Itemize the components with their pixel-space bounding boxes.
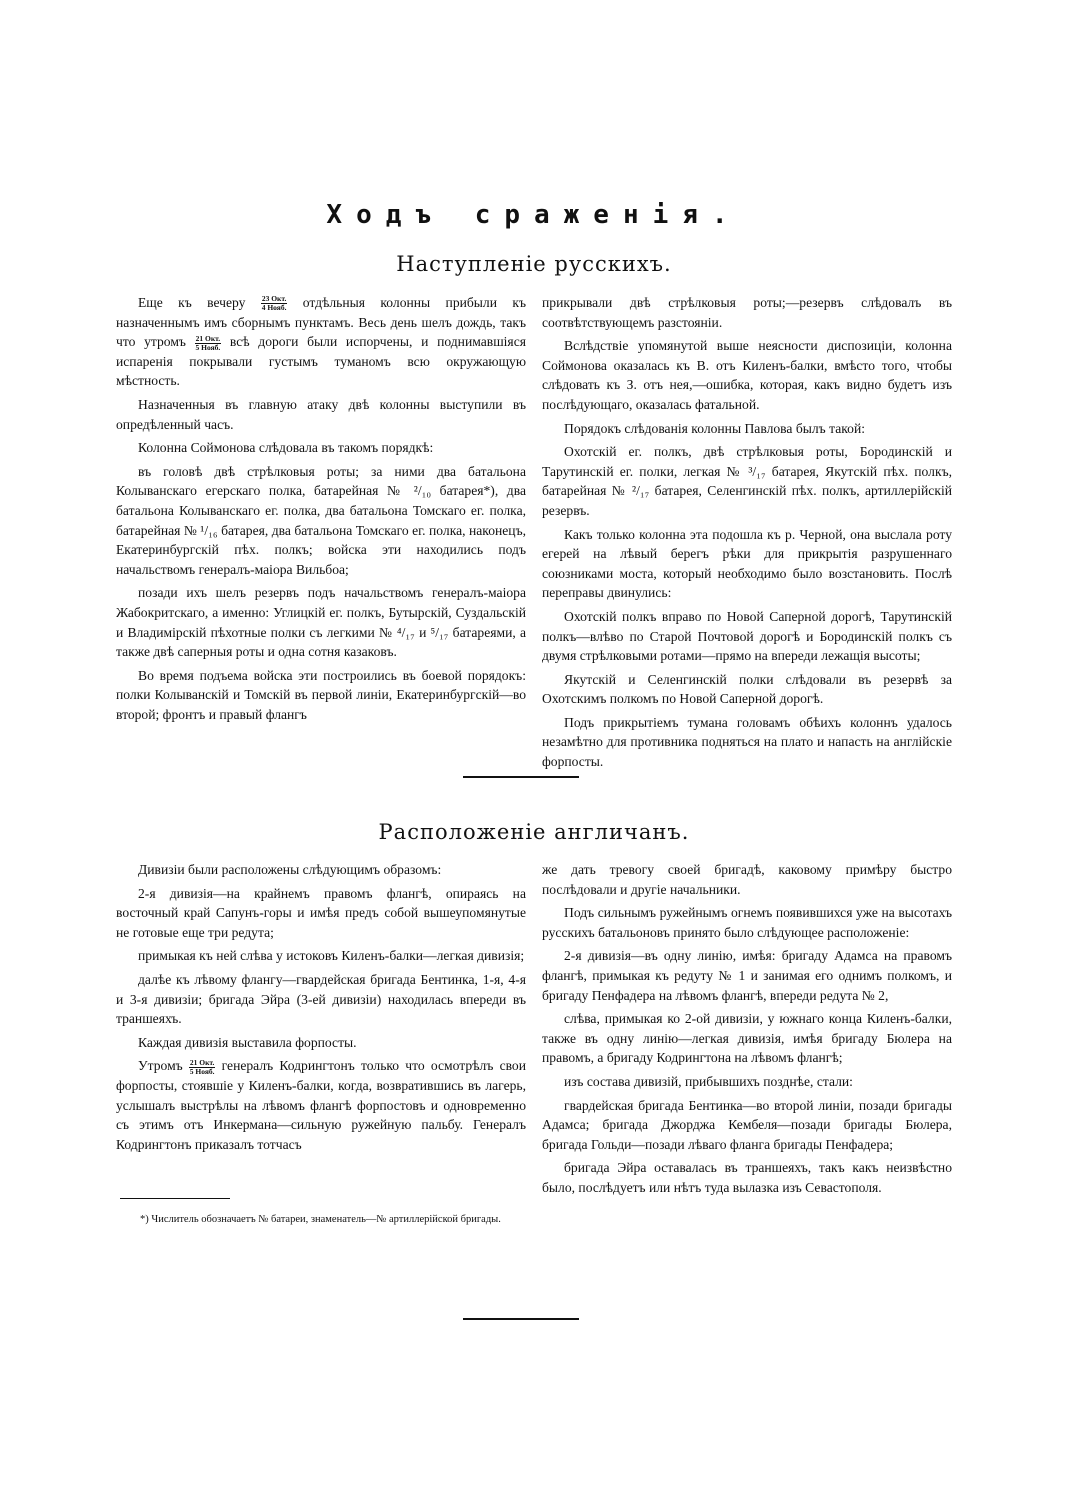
paragraph: Во время подъема войска эти построились въ боевой порядокъ: полки Колыванскій и Томскій въ первой линіи, Екатеринбургскій—во второй; фронтъ и правый флангъ: [116, 667, 526, 722]
page-title: Ходъ сраженія.: [326, 200, 742, 230]
fraction-numerator: 23 Окт.: [261, 294, 287, 304]
text: отдѣльныя колонны прибыли къ назначеннымъ имъ сборнымъ пунктамъ. Весь день шелъ дождь, такъ что утромъ: [116, 295, 526, 350]
footnote-rule: [120, 1198, 230, 1199]
fraction-numerator: 21 Окт.: [195, 333, 221, 343]
paragraph: Порядокъ слѣдованія колонны Павлова былъ такой:: [564, 420, 865, 436]
paragraph: изъ состава дивизій, прибывшихъ позднѣе, стали:: [564, 1073, 853, 1089]
section2-right-column: [542, 860, 952, 1202]
paragraph: Якутскій и Селенгинскій полки слѣдовали въ резервѣ за Охотскимъ полкомъ по Новой Саперной дорогѣ.: [542, 671, 952, 707]
paragraph: Подъ сильнымъ ружейнымъ огнемъ появившихся уже на высотахъ русскихъ батальоновъ принято было слѣдующее расположеніе:: [542, 905, 952, 940]
text: Еще къ вечеру: [138, 295, 246, 310]
paragraph: Вслѣдствіе упомянутой выше неясности диспозиціи, колонна Соймонова оказалась къ В. отъ Киленъ-балки, вмѣсто того, чтобы слѣдовать къ З. отъ нея,—ошибка, которая, какъ видно будетъ изъ послѣдующаго, оказалась фатальной.: [542, 338, 952, 412]
footnote: [118, 1212, 528, 1227]
date-fraction: [189, 1059, 216, 1076]
section-divider: [463, 776, 579, 778]
section1-left-column: [116, 293, 526, 728]
paragraph: бригада Эйра оставалась въ траншеяхъ, такъ какъ неизвѣстно было, послѣдуетъ или нѣтъ туда вылазка изъ Севастополя.: [542, 1160, 952, 1195]
footnote-text: *) Числитель обозначаетъ № батареи, знаменатель—№ артиллерійской бригады.: [140, 1214, 501, 1225]
paragraph: гвардейская бригада Бентинка—во второй линіи, позади бригады Адамса; бригада Джорджа Кембеля—позади бригады Бюлера, бригада Гольди—позади лѣваго фланга бригады Пенфадера;: [542, 1097, 952, 1152]
paragraph: Охотскій ег. полкъ, двѣ стрѣлковыя роты, Бородинскій и Тарутинскій ег. полки, легкая № ³/₁₇ батарея, Якутскій пѣх. полкъ, батарейная № ²/₁₇ батарея, Селенгинскій пѣх. полкъ, артиллерійскій резервъ.: [542, 444, 952, 518]
section-heading-english-positions: Расположеніе англичанъ.: [378, 820, 690, 844]
paragraph: Охотскій полкъ вправо по Новой Саперной дорогѣ, Тарутинскій полкъ—влѣво по Старой Почтовой дорогѣ и Бородинскій полкъ съ двумя стрѣлковыми ротами—прямо на впереди лежащія высоты;: [542, 608, 952, 664]
text: генералъ Кодрингтонъ только что осмотрѣлъ свои форпосты, стоявшіе у Киленъ-балки, когда, возвратившись въ лагерь, услышалъ выстрѣлы на лѣвомъ флангѣ форпостовъ и одновременно съ этимъ отъ Инкермана—сильную ружейную пальбу. Генералъ Кодрингтонъ приказалъ тотчасъ: [116, 1058, 526, 1152]
fraction-denominator: 5 Нояб.: [189, 1066, 215, 1076]
paragraph: прикрывали двѣ стрѣлковыя роты;—резервъ слѣдовалъ въ соотвѣтствующемъ разстояніи.: [542, 295, 952, 330]
paragraph: Каждая дивизія выставила форпосты.: [138, 1034, 357, 1050]
paragraph: слѣва, примыкая ко 2-ой дивизіи, у южнаго конца Киленъ-балки, также въ одну линію—легкая дивизія, имѣя бригаду Бюлера на правомъ, а бригаду Кодрингтона на лѣвомъ флангѣ;: [542, 1011, 952, 1066]
text: всѣ дороги были испорчены, и поднимавшіяся испаренія покрывали густымъ туманомъ всю окружающую мѣстность.: [116, 334, 526, 389]
paragraph: Какъ только колонна эта подошла къ р. Черной, она выслала роту егерей на лѣвый берегъ рѣки для прикрытія разрушеннаго союзниками моста, который необходимо было возстановить. Послѣ переправы двинулись:: [542, 526, 952, 601]
date-fraction: [261, 295, 288, 312]
fraction-denominator: 4 Нояб.: [261, 303, 287, 313]
paragraph: Дивизіи были расположены слѣдующимъ образомъ:: [138, 862, 442, 877]
section2-left-column: [116, 860, 526, 1158]
fraction-denominator: 5 Нояб.: [195, 342, 221, 352]
section-heading-advance: Наступленіе русскихъ.: [396, 252, 672, 276]
paragraph: [116, 1056, 526, 1154]
fraction-numerator: 21 Окт.: [189, 1057, 215, 1067]
paragraph: въ головѣ двѣ стрѣлковыя роты; за ними два батальона Колыванскаго егерскаго полка, батарейная № ²/₁₀ батарея*), два батальона Колыванскаго ег. полка, два батальона Томскаго ег. полка, батарейная № ¹/₁₆ батарея, два батальона Томскаго ег. полка, наконецъ, Екатеринбургскій пѣх. полкъ; войска эти находились подъ начальствомъ генералъ-маіора Вильбоа;: [116, 463, 526, 577]
paragraph: Подъ прикрытіемъ тумана головамъ обѣихъ колоннъ удалось незамѣтно для противника подняться на плато и напасть на англійскіе форпосты.: [542, 714, 952, 770]
paragraph: 2-я дивизія—на крайнемъ правомъ флангѣ, опираясь на восточный край Сапунъ-горы и имѣя предъ собой вышеупомянутые не готовые еще три редута;: [116, 885, 526, 940]
paragraph: примыкая къ ней слѣва у истоковъ Киленъ-балки—легкая дивизія;: [138, 948, 525, 964]
paragraph: далѣе къ лѣвому флангу—гвардейская бригада Бентинка, 1-я, 4-я и 3-я дивизіи; бригада Эйра (3-ей дивизіи) находилась впереди въ траншеяхъ.: [116, 971, 526, 1027]
paragraph: же дать тревогу своей бригадѣ, каковому примѣру быстро послѣдовали и другіе начальники.: [542, 862, 952, 897]
paragraph: [116, 293, 526, 391]
paragraph: Назначенныя въ главную атаку двѣ колонны выступили въ опредѣленный часъ.: [116, 396, 526, 432]
text: Утромъ: [138, 1058, 183, 1074]
date-fraction: [195, 335, 222, 352]
section1-right-column: [542, 293, 952, 776]
section-divider: [463, 1318, 579, 1320]
paragraph: позади ихъ шелъ резервъ подъ начальствомъ генералъ-маіора Жабокритскаго, а именно: Углицкій ег. полкъ, Бутырскій, Суздальскій и Владимірскій пѣхотные полки съ легкими № ⁴/₁₇ и ⁵/₁₇ батареями, а также двѣ саперныя роты и одна сотня казаковъ.: [116, 585, 526, 660]
paragraph: 2-я дивизія—въ одну линію, имѣя: бригаду Адамса на правомъ флангѣ, примыкая къ редуту № 1 и занимая его однимъ полкомъ, и бригаду Пенфадера на лѣвомъ флангѣ, впереди редута № 2,: [542, 948, 952, 1003]
paragraph: Колонна Соймонова слѣдовала въ такомъ порядкѣ:: [138, 440, 434, 456]
